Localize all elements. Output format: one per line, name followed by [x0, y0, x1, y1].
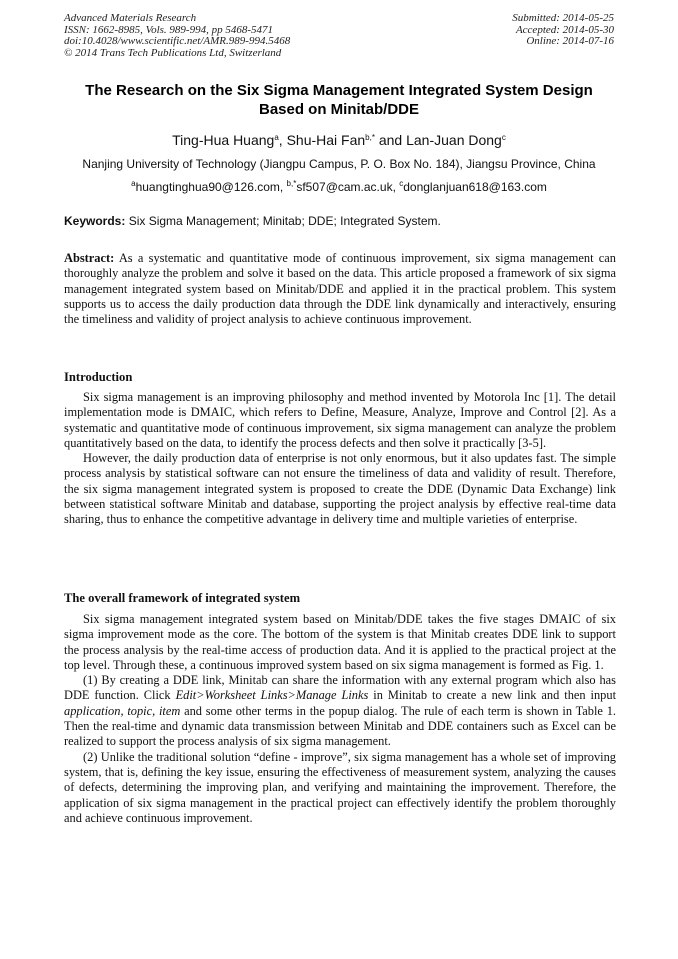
author-3: Lan-Juan Dong — [406, 132, 502, 148]
author-3-mark: c — [501, 133, 506, 142]
dde-terms: application, topic, item — [64, 703, 181, 718]
framework-paragraph-3: (2) Unlike the traditional solution “define - improve”, six sigma management has a whole set of improving system, that is, defining the key issue, ensuring the effectiveness of measurement system, analyzing the causes of defects, determining the improving plan, and verifying and maintaining the improvement. Therefore, the application of six sigma management in the practical project can effectively identify the problem thoroughly and achieve continuous improvement. — [64, 749, 616, 825]
author-2: Shu-Hai Fan — [286, 132, 366, 148]
intro-paragraph-2: However, the daily production data of enterprise is not only enormous, but it also updates fast. The simple process analysis by statistical software can not ensure the timeliness of data and validity of result. Therefore, the six sigma management integrated system is proposed to create the DDE (Dynamic Data Exchange) link between statistical software Minitab and database, supporting the project analysis by effective real-time data sharing, thus to enhance the competitive advantage in delivery time and multiple varieties of enterprise. — [64, 451, 616, 527]
email-a: huangtinghua90@126.com, — [135, 180, 287, 194]
keywords-text: Six Sigma Management; Minitab; DDE; Integrated System. — [125, 214, 441, 228]
email-b: sf507@cam.ac.uk, — [296, 180, 400, 194]
keywords — [64, 213, 616, 229]
online-date: Online: 2014-07-16 — [526, 35, 614, 48]
author-separator: and — [374, 132, 407, 148]
submitted-date: Submitted: 2014-05-25 — [512, 12, 614, 24]
accepted-date: Accepted: 2014-05-30 — [515, 23, 614, 36]
section-heading-introduction: Introduction — [64, 370, 133, 384]
framework-paragraph-1: Six sigma management integrated system based on Minitab/DDE takes the five stages DMAIC of six sigma improvement mode as the core. The bottom of the system is that Minitab creates DDE link to support the process analysis by the real-time access of production data. And it is applied to the practical project at the top level. Through these, a continuous improved system based on six sigma management is formed as Fig. 1. — [64, 612, 616, 672]
email-list — [40, 180, 638, 195]
email-a-mark: a — [131, 179, 136, 188]
abstract-text: As a systematic and quantitative mode of continuous improvement, six sigma management can thoroughly analyze the problem and solve it based on the data. This article proposed a framework of six sigma management integrated system based on Minitab/DDE and applied it in the practical problem. This system supports us to access the daily production data through the DDE link dynamically and interactively, ensuring the timeliness and validity of project analysis to achieve continuous improvement. — [64, 251, 616, 327]
introduction-section — [64, 390, 616, 528]
title-line-2: Based on Minitab/DDE — [258, 101, 419, 118]
doi-line: doi:10.4028/www.scientific.net/AMR.989-994.5468 — [64, 35, 291, 48]
keywords-label: Keywords: — [64, 214, 126, 228]
framework-p2-text-c: and some other terms in the popup dialog. The rule of each term is shown in Table 1. Then the real-time and dynamic data transmission between Minitab and DDE containers such as Excel can be realized to support the process analysis of six sigma management. — [64, 703, 616, 749]
framework-paragraph-2 — [64, 673, 616, 749]
journal-name: Advanced Materials Research — [64, 12, 197, 24]
abstract-label: Abstract: — [64, 251, 115, 265]
intro-paragraph-1: Six sigma management is an improving philosophy and method invented by Motorola Inc [1]. The detail implementation mode is DMAIC, which refers to Define, Measure, Analyze, Improve and Control [2]. As a systematic and quantitative mode of continuous improvement, six sigma management can analyze the problem quantitatively based on the data, to identify the process defects and then solve it practically [3-5]. — [64, 390, 616, 450]
author-list — [40, 131, 638, 149]
paper-title — [40, 81, 638, 119]
affiliation: Nanjing University of Technology (Jiangpu Campus, P. O. Box No. 184), Jiangsu Province, China — [82, 157, 596, 171]
abstract — [64, 251, 616, 327]
framework-p2-text-a: (1) By creating a DDE link, Minitab can share the information with any external program which also has DDE function. Click — [64, 673, 616, 703]
issn-line: ISSN: 1662-8985, Vols. 989-994, pp 5468-5471 — [64, 23, 273, 36]
framework-p2-text-b: in Minitab to create a new link and then input — [368, 688, 617, 703]
framework-section — [64, 612, 616, 826]
author-separator: , — [278, 132, 287, 148]
journal-header-left — [64, 13, 290, 59]
author-1: Ting-Hua Huang — [172, 132, 275, 148]
journal-header-right — [512, 13, 614, 48]
section-heading-framework: The overall framework of integrated system — [64, 591, 301, 605]
author-2-mark: b,* — [365, 133, 375, 142]
title-line-1: The Research on the Six Sigma Management Integrated System Design — [85, 82, 593, 99]
menu-path: Edit>Worksheet Links>Manage Links — [175, 688, 369, 703]
email-b-mark: b,* — [286, 179, 297, 188]
email-c-mark: c — [399, 179, 404, 188]
author-1-mark: a — [274, 133, 279, 142]
email-c: donglanjuan618@163.com — [403, 180, 547, 194]
copyright-line: © 2014 Trans Tech Publications Ltd, Switzerland — [64, 46, 282, 59]
